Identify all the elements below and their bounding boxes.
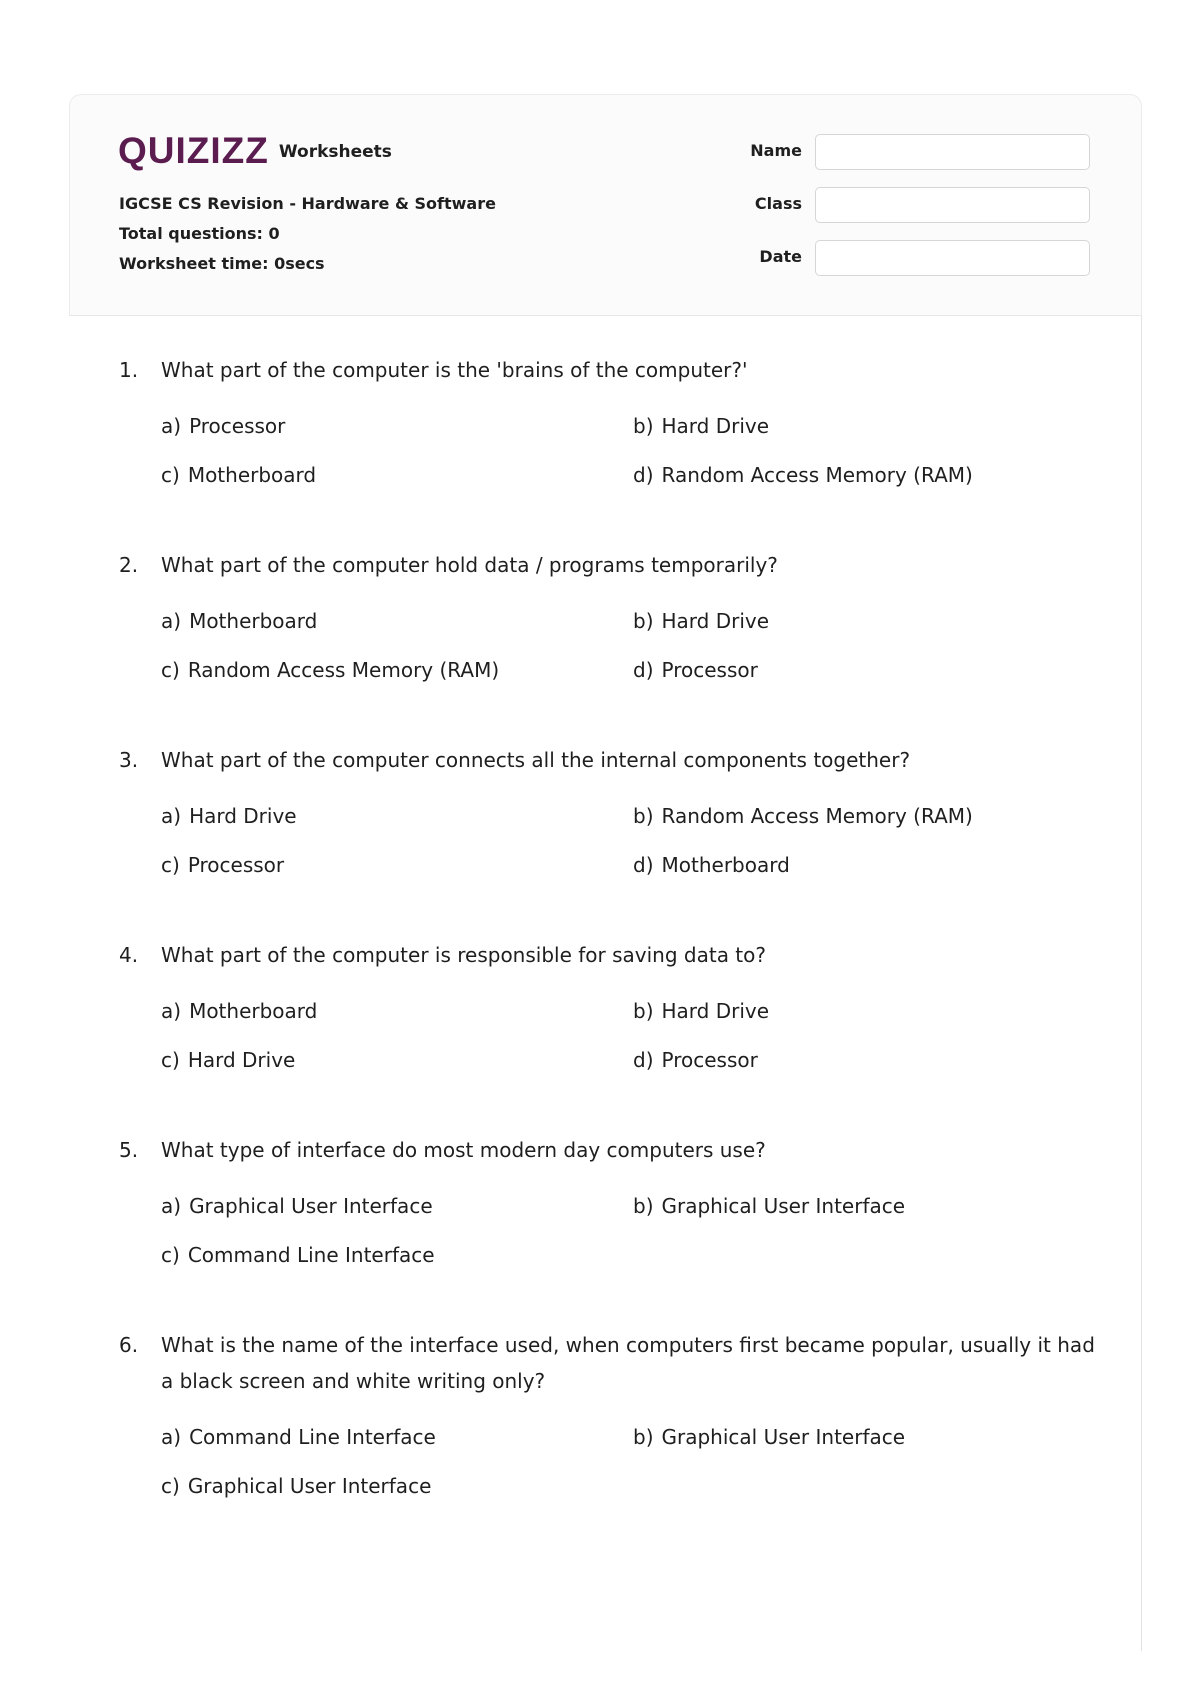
option-letter: c)	[161, 658, 180, 682]
question-number: 4.	[119, 943, 139, 967]
question-text: What part of the computer connects all the internal components together?	[161, 748, 911, 772]
option-d[interactable]	[633, 652, 1105, 688]
option-d[interactable]	[633, 1042, 1105, 1078]
question-1	[119, 352, 1099, 493]
worksheet-time: Worksheet time: 0secs	[119, 254, 325, 273]
option-text: Random Access Memory (RAM)	[661, 463, 973, 487]
question-number: 6.	[119, 1333, 139, 1357]
option-letter: a)	[161, 804, 182, 828]
option-letter: c)	[161, 463, 180, 487]
option-text: Processor	[189, 414, 286, 438]
option-letter: c)	[161, 853, 180, 877]
option-letter: a)	[161, 1194, 182, 1218]
option-text: Hard Drive	[187, 1048, 296, 1072]
option-letter: b)	[633, 804, 654, 828]
option-text: Hard Drive	[661, 999, 770, 1023]
class-label: Class	[754, 194, 802, 213]
quizizz-logo	[118, 128, 392, 174]
date-field[interactable]	[815, 240, 1090, 276]
answer-options	[161, 603, 1099, 688]
option-b[interactable]	[633, 798, 1105, 834]
option-letter: d)	[633, 853, 654, 877]
question-text: What part of the computer is the 'brains of the computer?'	[161, 358, 748, 382]
option-letter: c)	[161, 1243, 180, 1267]
option-c[interactable]	[161, 1237, 633, 1273]
option-text: Graphical User Interface	[661, 1425, 906, 1449]
option-a[interactable]	[161, 1188, 633, 1224]
name-label: Name	[750, 141, 802, 160]
answer-options	[161, 993, 1099, 1078]
answer-options	[161, 798, 1099, 883]
total-questions: Total questions: 0	[119, 224, 280, 243]
page-edge-rule	[1141, 316, 1142, 1651]
option-text: Graphical User Interface	[661, 1194, 906, 1218]
option-letter: c)	[161, 1474, 180, 1498]
option-a[interactable]	[161, 1419, 633, 1455]
option-text: Hard Drive	[661, 609, 770, 633]
option-text: Motherboard	[189, 609, 318, 633]
question-number: 3.	[119, 748, 139, 772]
option-letter: b)	[633, 1425, 654, 1449]
option-letter: b)	[633, 999, 654, 1023]
option-letter: b)	[633, 1194, 654, 1218]
logo-wordmark: QUIZIZZ	[118, 130, 269, 171]
name-field[interactable]	[815, 134, 1090, 170]
option-text: Command Line Interface	[187, 1243, 435, 1267]
question-text: What is the name of the interface used, when computers first became popular, usually it had a black screen and white writing only?	[161, 1333, 1095, 1393]
option-letter: b)	[633, 414, 654, 438]
option-d[interactable]	[633, 457, 1105, 493]
option-text: Random Access Memory (RAM)	[187, 658, 500, 682]
answer-options	[161, 1188, 1099, 1273]
worksheet-title: IGCSE CS Revision - Hardware & Software	[119, 194, 496, 213]
option-b[interactable]	[633, 993, 1105, 1029]
question-4	[119, 937, 1099, 1078]
option-c[interactable]	[161, 457, 633, 493]
option-b[interactable]	[633, 603, 1105, 639]
date-label: Date	[759, 247, 802, 266]
question-6	[119, 1327, 1099, 1504]
option-letter: a)	[161, 414, 182, 438]
question-number: 1.	[119, 358, 139, 382]
option-a[interactable]	[161, 603, 633, 639]
option-b[interactable]	[633, 1419, 1105, 1455]
question-3	[119, 742, 1099, 883]
class-field[interactable]	[815, 187, 1090, 223]
option-letter: c)	[161, 1048, 180, 1072]
option-letter: a)	[161, 1425, 182, 1449]
option-text: Motherboard	[189, 999, 318, 1023]
option-letter: a)	[161, 609, 182, 633]
option-a[interactable]	[161, 408, 633, 444]
question-2	[119, 547, 1099, 688]
option-text: Processor	[187, 853, 285, 877]
answer-options	[161, 408, 1099, 493]
option-text: Motherboard	[187, 463, 317, 487]
option-letter: d)	[633, 658, 654, 682]
option-text: Processor	[661, 658, 758, 682]
option-text: Random Access Memory (RAM)	[661, 804, 973, 828]
option-b[interactable]	[633, 408, 1105, 444]
option-a[interactable]	[161, 993, 633, 1029]
answer-options	[161, 1419, 1099, 1504]
option-text: Graphical User Interface	[189, 1194, 433, 1218]
option-b[interactable]	[633, 1188, 1105, 1224]
option-text: Hard Drive	[661, 414, 770, 438]
option-text: Graphical User Interface	[187, 1474, 432, 1498]
option-a[interactable]	[161, 798, 633, 834]
question-number: 5.	[119, 1138, 139, 1162]
option-c[interactable]	[161, 1468, 633, 1504]
option-letter: b)	[633, 609, 654, 633]
option-text: Hard Drive	[189, 804, 297, 828]
option-text: Processor	[661, 1048, 758, 1072]
option-d[interactable]	[633, 847, 1105, 883]
option-c[interactable]	[161, 652, 633, 688]
option-c[interactable]	[161, 847, 633, 883]
option-letter: d)	[633, 1048, 654, 1072]
question-text: What type of interface do most modern day computers use?	[161, 1138, 766, 1162]
option-letter: a)	[161, 999, 182, 1023]
question-5	[119, 1132, 1099, 1273]
option-letter: d)	[633, 463, 654, 487]
question-text: What part of the computer hold data / programs temporarily?	[161, 553, 778, 577]
logo-subtitle: Worksheets	[278, 142, 392, 162]
question-text: What part of the computer is responsible for saving data to?	[161, 943, 766, 967]
option-text: Motherboard	[661, 853, 790, 877]
option-text: Command Line Interface	[189, 1425, 436, 1449]
question-number: 2.	[119, 553, 139, 577]
option-c[interactable]	[161, 1042, 633, 1078]
